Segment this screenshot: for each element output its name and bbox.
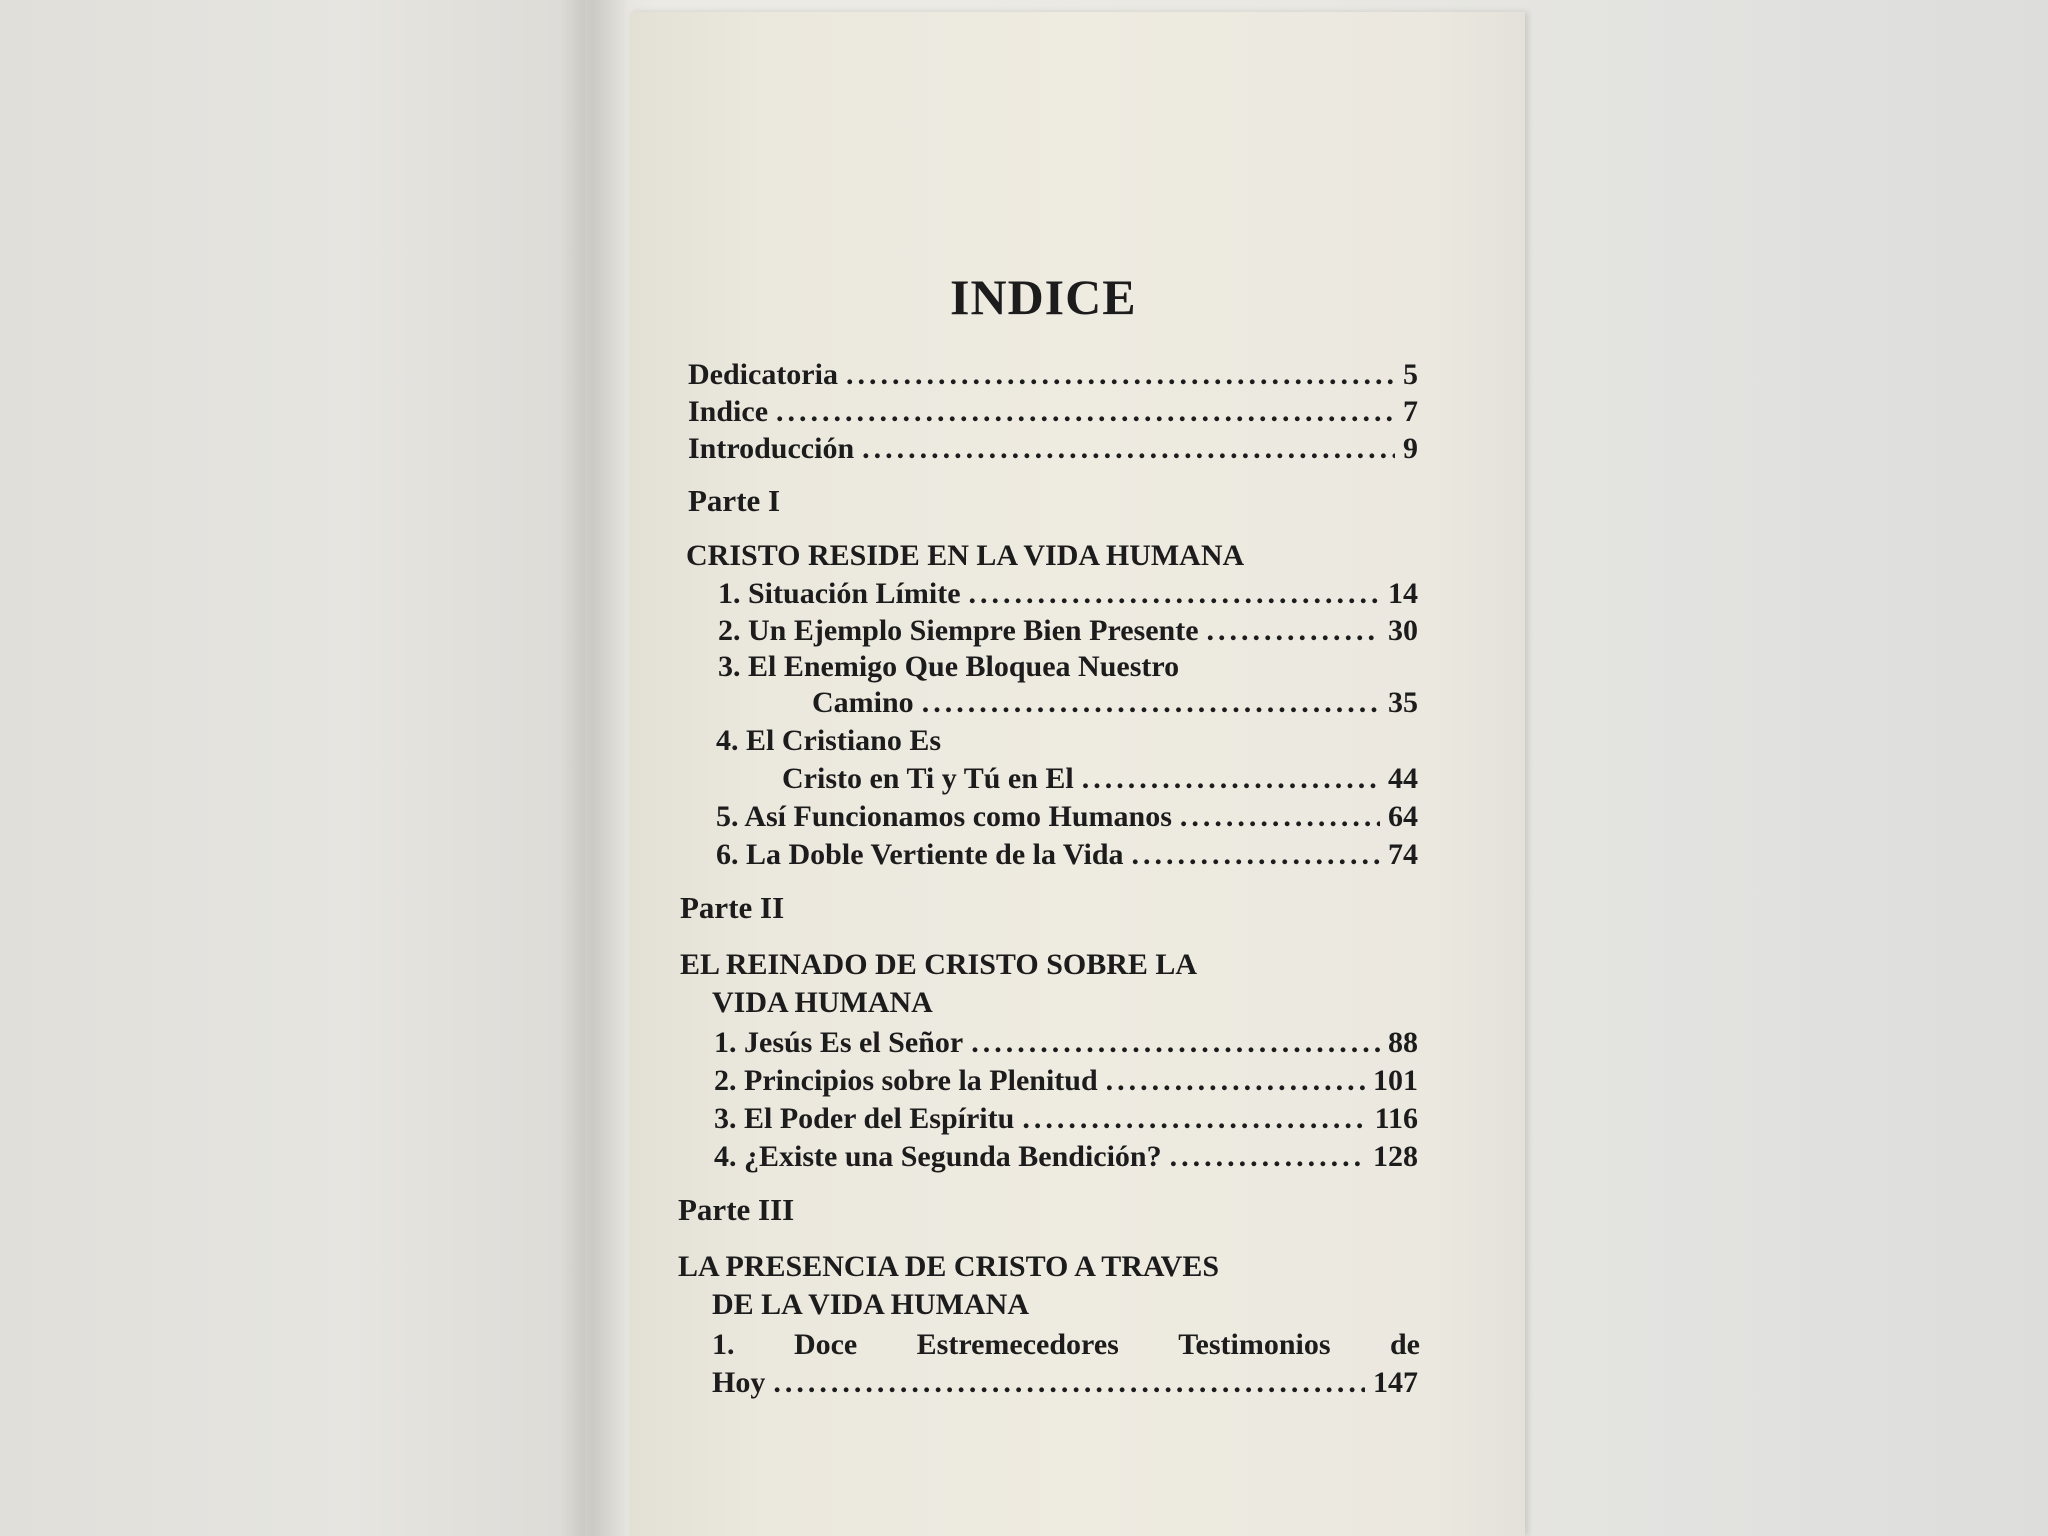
toc-entry [718, 577, 1418, 611]
leader-dots [773, 1366, 1365, 1400]
toc-entry-label: 1. Jesús Es el Señor [714, 1026, 964, 1059]
toc-entry-page: 64 [1388, 800, 1418, 833]
toc-entry-label: 6. La Doble Vertiente de la Vida [716, 838, 1124, 871]
leader-dots [1180, 800, 1380, 834]
part-heading: EL REINADO DE CRISTO SOBRE LA [680, 948, 1198, 981]
toc-entry-continuation [782, 762, 1418, 796]
part-heading: LA PRESENCIA DE CRISTO A TRAVES [678, 1250, 1220, 1283]
leader-dots [922, 686, 1380, 720]
book-gutter [560, 0, 630, 1536]
toc-entry-word: Testimonios [1178, 1328, 1331, 1361]
toc-entry [718, 614, 1418, 648]
toc-entry-page: 128 [1373, 1140, 1418, 1173]
toc-entry [714, 1140, 1418, 1174]
left-page [0, 0, 585, 1536]
toc-entry-label: Indice [688, 395, 769, 428]
part-label: Parte II [680, 890, 785, 925]
toc-entry-label: Introducción [688, 432, 855, 465]
toc-entry [714, 1102, 1418, 1136]
toc-entry-page: 44 [1388, 762, 1418, 795]
leader-dots [1207, 614, 1380, 648]
page-title: INDICE [950, 269, 1137, 325]
toc-entry-word: 1. [712, 1328, 735, 1361]
toc-entry-page: 35 [1388, 686, 1418, 719]
toc-entry [688, 395, 1418, 429]
toc-entry-word: de [1389, 1328, 1420, 1361]
toc-entry [712, 1328, 1420, 1362]
toc-entry-label: 5. Así Funcionamos como Humanos [716, 800, 1172, 833]
toc-entry-label: 3. El Enemigo Que Bloquea Nuestro [718, 650, 1180, 683]
toc-entry [688, 358, 1418, 392]
toc-entry [716, 800, 1418, 834]
toc-entry-page: 5 [1403, 358, 1418, 391]
toc-entry-label: Hoy [712, 1366, 766, 1399]
leader-dots [1170, 1140, 1365, 1174]
leader-dots [846, 358, 1395, 392]
toc-entry [714, 1064, 1418, 1098]
toc-entry-word: Doce [793, 1328, 858, 1361]
toc-entry-label: Cristo en Ti y Tú en El [782, 762, 1074, 795]
toc-entry [688, 432, 1418, 466]
leader-dots [862, 432, 1395, 466]
toc-entry-continuation [812, 686, 1418, 720]
part-heading: DE LA VIDA HUMANA [712, 1288, 1029, 1321]
toc-entry-label: 4. El Cristiano Es [716, 724, 942, 757]
part-label: Parte III [678, 1192, 795, 1227]
toc-entry-page: 88 [1388, 1026, 1418, 1059]
toc-entry-page: 30 [1388, 614, 1418, 647]
toc-entry-page: 74 [1388, 838, 1418, 871]
leader-dots [1132, 838, 1380, 872]
toc-entry-continuation [712, 1366, 1418, 1400]
toc-entry [714, 1026, 1418, 1060]
part-heading: CRISTO RESIDE EN LA VIDA HUMANA [686, 539, 1245, 572]
leader-dots [1082, 762, 1380, 796]
toc-entry-label: 2. Principios sobre la Plenitud [714, 1064, 1098, 1097]
toc-entry-label: 1. Situación Límite [718, 577, 961, 610]
toc-entry-page: 9 [1403, 432, 1418, 465]
toc-entry-label: 2. Un Ejemplo Siempre Bien Presente [718, 614, 1199, 647]
toc-entry-page: 147 [1373, 1366, 1418, 1399]
toc-entry-page: 101 [1373, 1064, 1418, 1097]
part-heading: VIDA HUMANA [712, 986, 933, 1019]
toc-entry-label: Camino [812, 686, 914, 719]
toc-entry-page: 116 [1374, 1102, 1418, 1135]
leader-dots [969, 577, 1380, 611]
toc-entry-label: 4. ¿Existe una Segunda Bendición? [714, 1140, 1162, 1173]
leader-dots [971, 1026, 1380, 1060]
toc-entry-word: Estremecedores [916, 1328, 1119, 1361]
toc-entry-label: Dedicatoria [688, 358, 838, 391]
toc-entry [716, 838, 1418, 872]
toc-entry-label: 3. El Poder del Espíritu [714, 1102, 1015, 1135]
leader-dots [1106, 1064, 1365, 1098]
part-label: Parte I [688, 483, 781, 518]
toc-entry-page: 14 [1388, 577, 1418, 610]
leader-dots [776, 395, 1395, 429]
toc-entry-page: 7 [1403, 395, 1418, 428]
leader-dots [1022, 1102, 1366, 1136]
